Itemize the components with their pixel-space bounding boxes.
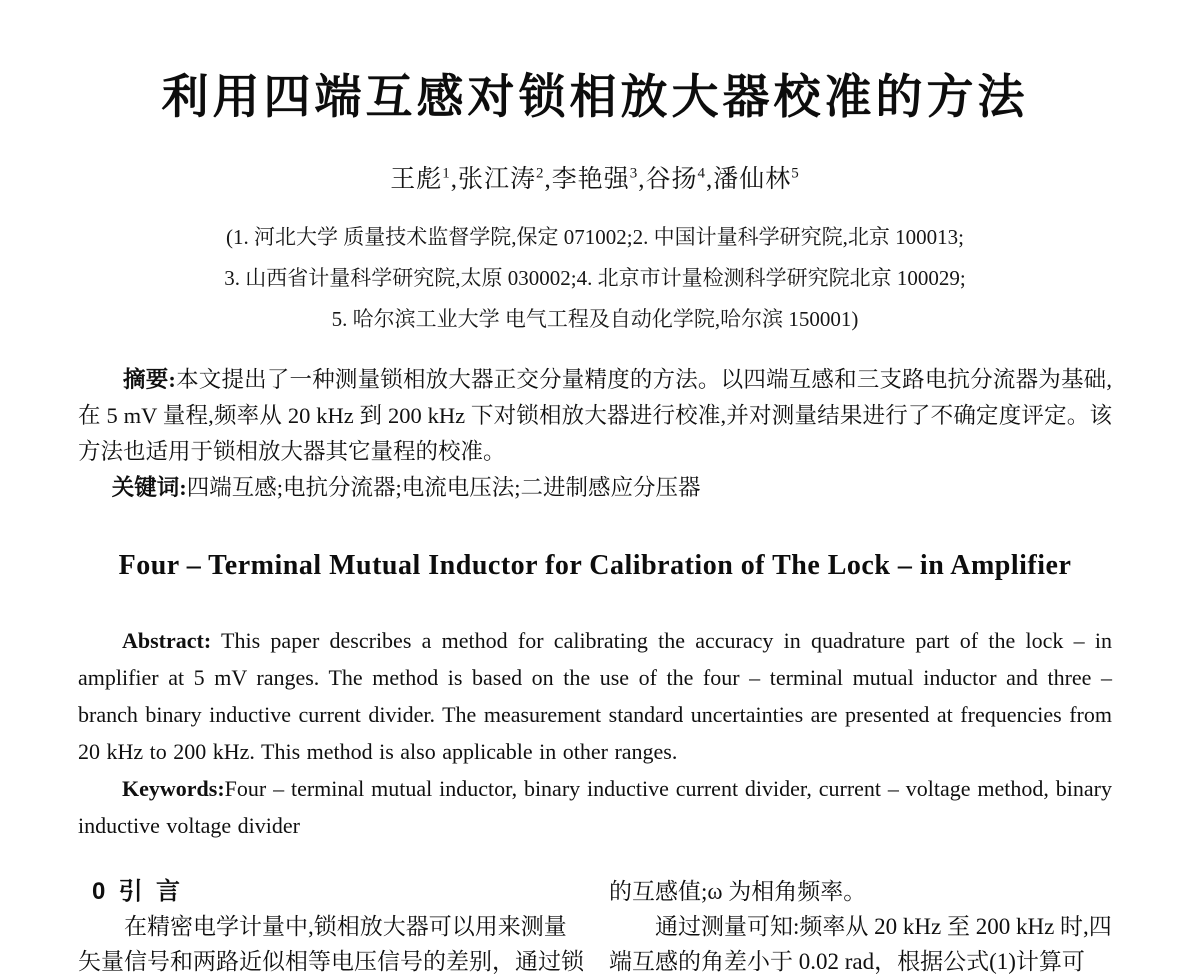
- author-separator: ,: [544, 165, 552, 193]
- author-1: 王彪$^1$: [390, 165, 451, 193]
- author-3-superscript: 3: [629, 165, 639, 182]
- paper-title-english: Four – Terminal Mutual Inductor for Calibration of The Lock – in Amplifier: [118, 549, 1072, 581]
- author-4: 谷扬$^4$: [645, 165, 707, 193]
- right-column-line-1: 的互感值;ω 为相角频率。: [609, 878, 867, 904]
- affiliation-line-2: 3. 山西省计量科学研究院,太原 030002;4. 北京市计量检测科学研究院北京 100029;: [224, 265, 966, 290]
- author-2-superscript: 2: [535, 165, 545, 182]
- section-heading-introduction: 0 引 言: [92, 877, 181, 905]
- author-separator: ,: [638, 165, 646, 193]
- abstract-english-label: Abstract:: [122, 627, 212, 653]
- keywords-english-text: Four – terminal mutual inductor, binary inductive current divider, current – voltage method, binary inductive voltage divider: [78, 775, 1112, 838]
- author-5-superscript: 5: [791, 165, 800, 182]
- abstract-chinese: [78, 362, 1112, 506]
- paper-title-chinese: 利用四端互感对锁相放大器校准的方法: [161, 70, 1029, 123]
- page-content: [78, 0, 1112, 979]
- right-column-line-2: 通过测量可知:频率从 20 kHz 至 200 kHz 时,四: [655, 913, 1112, 939]
- left-column-line-2: 矢量信号和两路近似相等电压信号的差别，通过锁: [78, 948, 584, 974]
- keywords-english-label: Keywords:: [122, 775, 225, 801]
- left-column: [78, 874, 584, 979]
- author-4-superscript: 4: [697, 165, 707, 182]
- abstract-english: [78, 622, 1112, 844]
- keywords-chinese: [78, 470, 1112, 506]
- abstract-chinese-paragraph: [78, 362, 1112, 470]
- abstract-chinese-text: 本文提出了一种测量锁相放大器正交分量精度的方法。以四端互感和三支路电抗分流器为基础,在 5 mV 量程,频率从 20 kHz 到 200 kHz 下对锁相放大器进行校准,并对测量结果进行了不确定度评定。该方法也适用于锁相放大器其它量程的校准。: [78, 366, 1112, 464]
- author-5: 潘仙林$^5$: [713, 165, 800, 193]
- two-column-body: [78, 874, 1112, 979]
- keywords-chinese-label: 关键词:: [111, 474, 187, 500]
- left-column-line-1: 在精密电学计量中,锁相放大器可以用来测量: [124, 913, 567, 939]
- keywords-english: [78, 770, 1112, 844]
- right-column-line-3: 端互感的角差小于 0.02 rad，根据公式(1)计算可: [609, 948, 1085, 974]
- author-1-superscript: 1: [442, 165, 451, 182]
- affiliation-line-3: 5. 哈尔滨工业大学 电气工程及自动化学院,哈尔滨 150001): [331, 306, 859, 331]
- author-separator: ,: [706, 165, 714, 193]
- affiliations-block: [78, 217, 1112, 340]
- author-3: 李艳强$^3$: [551, 165, 639, 193]
- affiliation-line-1: (1. 河北大学 质量技术监督学院,保定 071002;2. 中国计量科学研究院,北京 100013;: [226, 224, 964, 249]
- abstract-chinese-label: 摘要:: [123, 366, 176, 392]
- keywords-chinese-text: 四端互感;电抗分流器;电流电压法;二进制感应分压器: [186, 474, 701, 500]
- author-separator: ,: [450, 165, 458, 193]
- right-column: [609, 874, 1110, 979]
- author-line: [78, 159, 1112, 195]
- abstract-english-text: This paper describes a method for calibrating the accuracy in quadrature part of the lock – in amplifier at 5 mV ranges. The method is based on the use of the four – terminal mutual inductor and three – branch binary inductive current divider. The measurement standard uncertainties are presented at frequencies from 20 kHz to 200 kHz. This method is also applicable in other ranges.: [78, 627, 1112, 764]
- abstract-english-paragraph: [78, 622, 1112, 770]
- author-2: 张江涛$^2$: [457, 165, 545, 193]
